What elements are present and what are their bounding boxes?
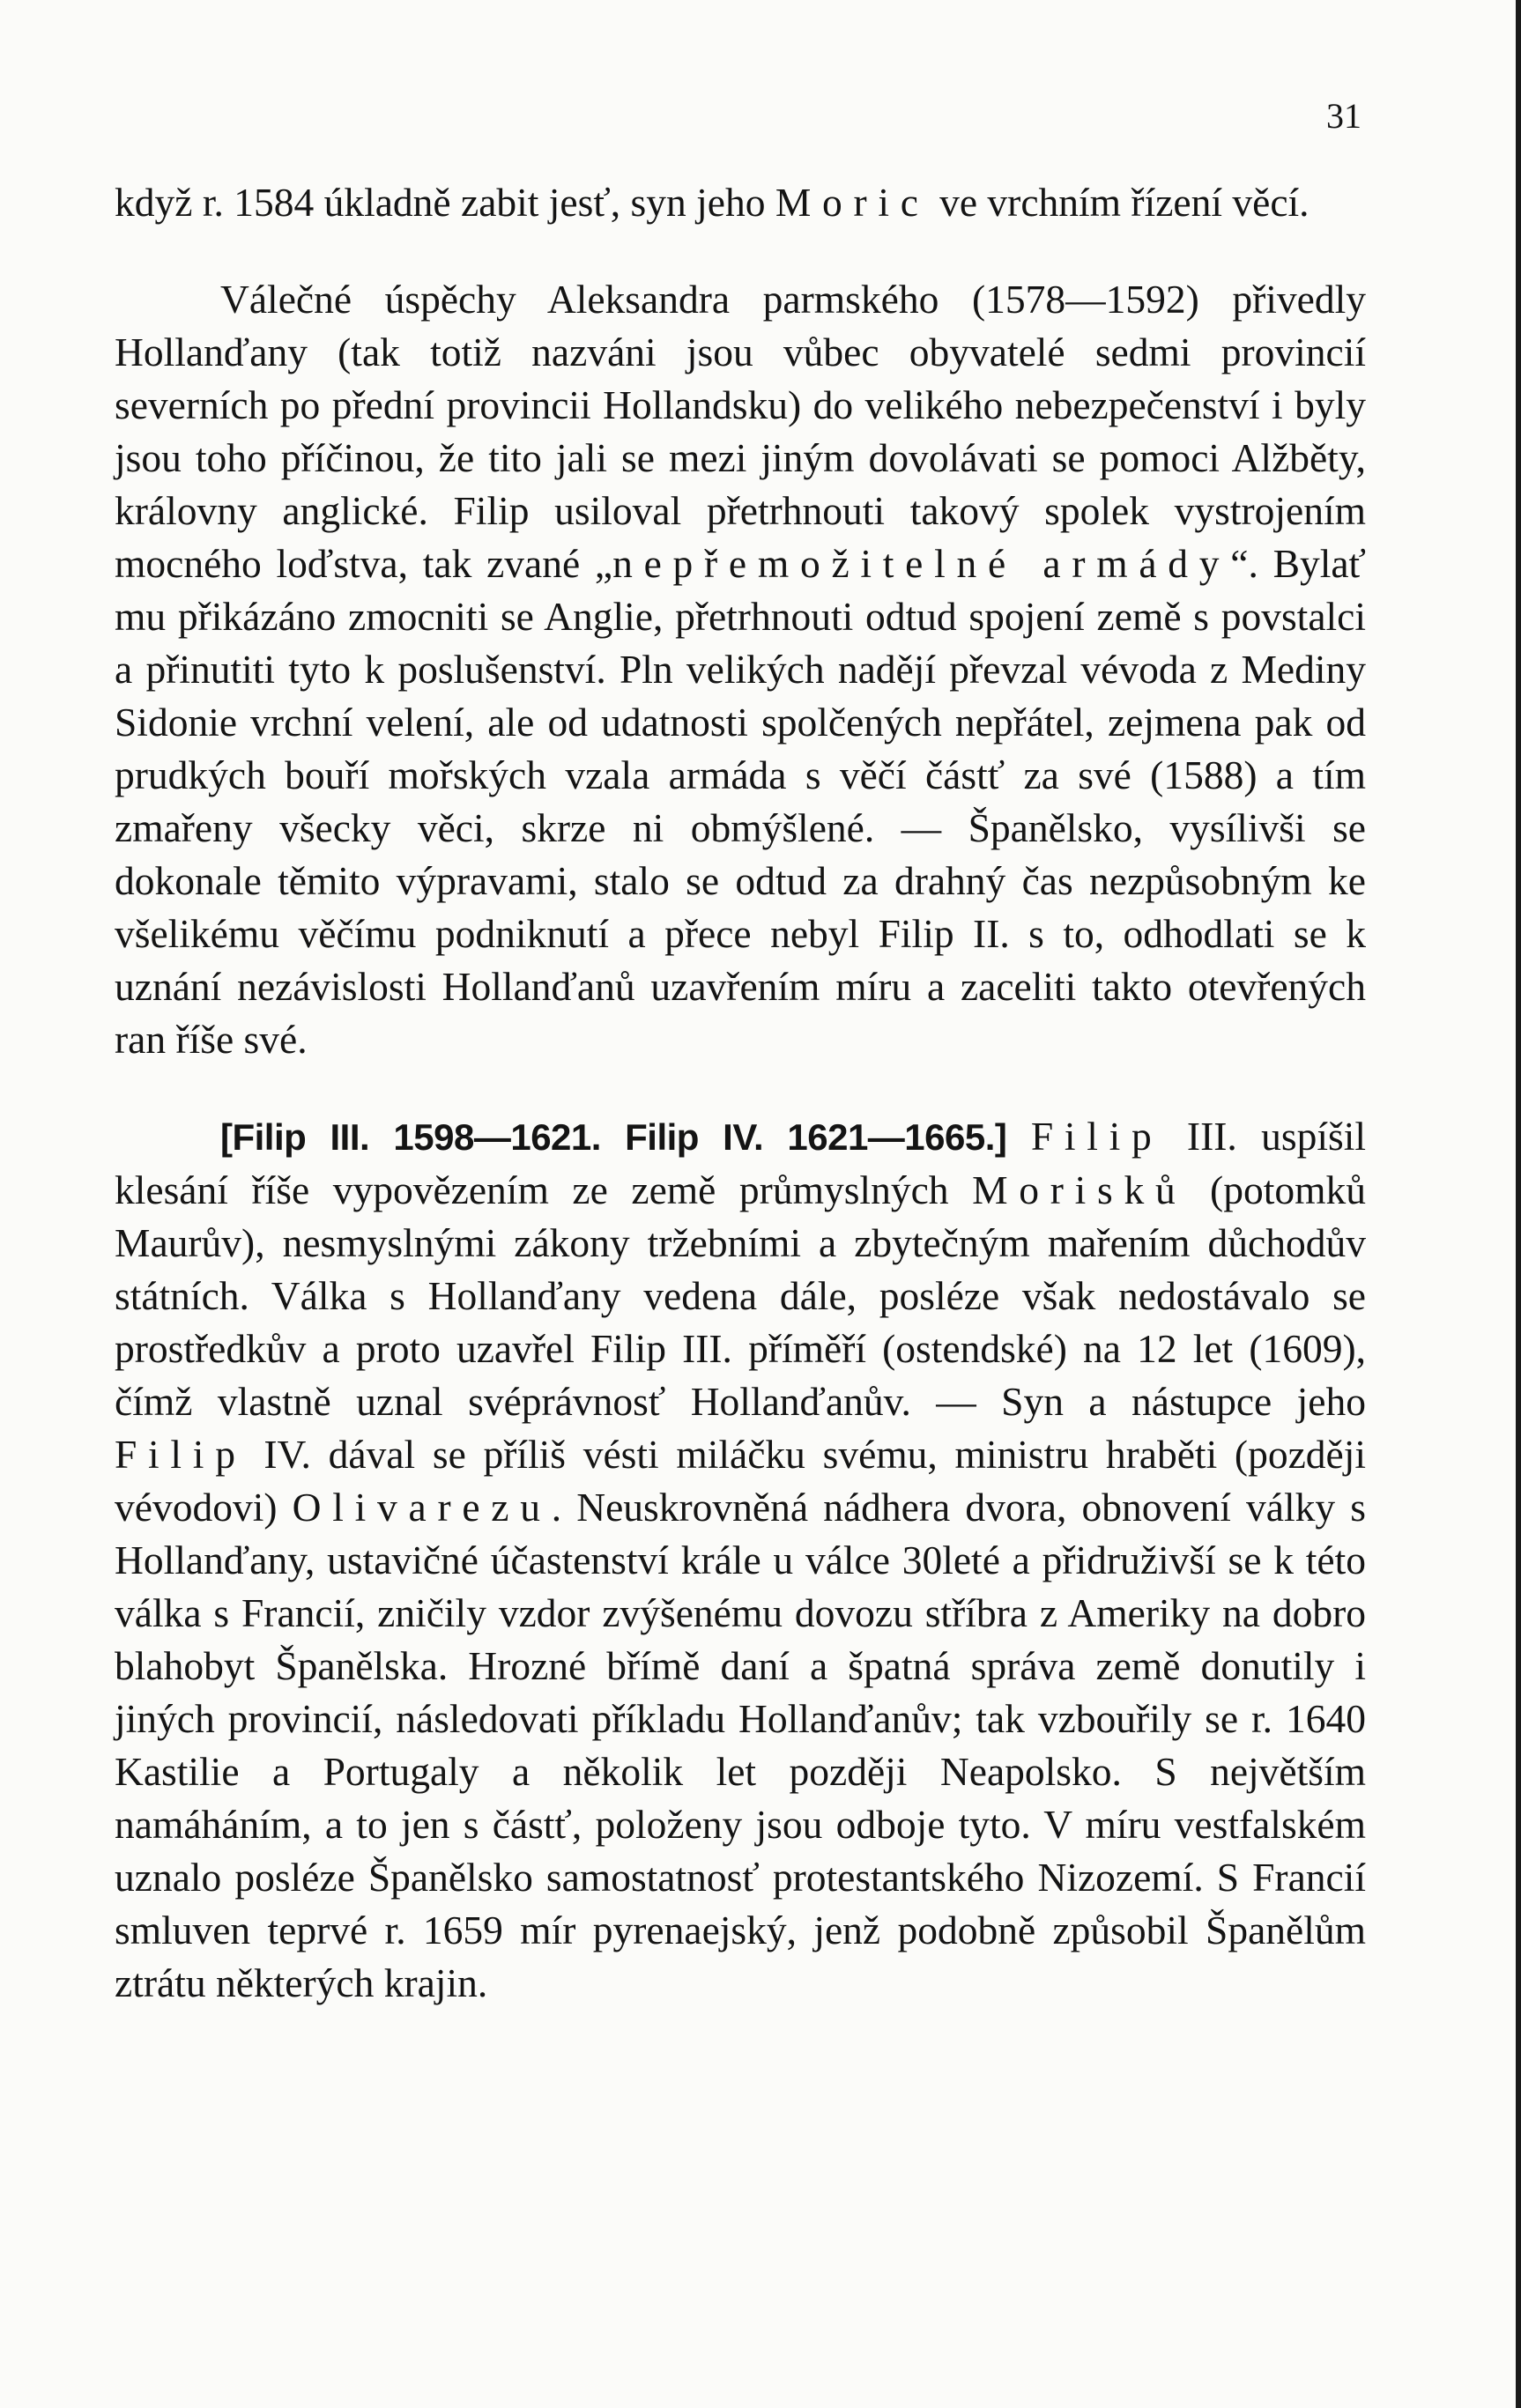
text-run: ve vrchním řízení věcí.: [929, 180, 1310, 225]
body-text: [115, 176, 1366, 2010]
text-run: IV. dával se příliš vésti miláčku svému, ministru hraběti (později vévodovi): [115, 1432, 1366, 1530]
page-number: 31: [1326, 96, 1361, 136]
spaced-name-filip: Filip: [1030, 1114, 1163, 1159]
section-sidehead: [Filip III. 1598—1621. Filip IV. 1621—1665.]: [220, 1116, 1007, 1158]
text-run: [1006, 1114, 1030, 1159]
text-run: když r. 1584 úkladně zabit jesť, syn jeho: [115, 180, 775, 225]
text-run: . Neuskrovněná nádhera dvora, obnovení války s Hollanďany, ustavičné účastenství krále u válce 30leté a přidruživší se k této válka s Francií, zničily vzdor zvýšenému dovozu stříbra z Ameriky na dobro blahobyt Španělska. Hrozné břímě daní a špatná správa země donutily i jiných provincií, následovati příkladu Hollanďanův; tak vzbouřily se r. 1640 Kastilie a Portugaly a několik let později Neapolsko. S největším namáháním, a to jen s částť, položeny jsou odboje tyto. V míru vestfalském uznalo posléze Španělsko samostatnosť protestantského Nizozemí. S Francií smluven teprvé r. 1659 mír pyrenaejský, jenž podobně způsobil Španělům ztrátu některých krajin.: [115, 1485, 1366, 2005]
paragraph-alexander-parma: [115, 273, 1366, 1066]
spaced-name-filip: Filip: [115, 1432, 247, 1477]
spaced-name-moric: Moric: [775, 180, 930, 225]
spaced-name-morisku: Morisků: [972, 1167, 1187, 1212]
spaced-name-olivarez: Olivarezu: [292, 1485, 552, 1530]
text-run: Válečné úspěchy Aleksandra parmského (1578—1592) přivedly Hollanďany (tak totiž nazváni jsou vůbec obyvatelé sedmi provincií severních po přední provincii Hollandsku) do velikého nebezpečenství i byly jsou toho příčinou, že tito jali se mezi jiným dovolávati se pomoci Alžběty, královny anglické. Filip usiloval přetrhnouti takový spolek vystrojením mocného loďstva, tak zvané „: [115, 277, 1366, 586]
paragraph-philip-iii-iv: [115, 1110, 1366, 2010]
text-run: III. uspíšil klesání říše vypovězením ze země průmyslných: [115, 1114, 1367, 1212]
paragraph-continuation: [115, 176, 1366, 229]
spaced-term-armada: nepřemožitelné armády: [612, 541, 1231, 586]
text-run: “. Bylať mu přikázáno zmocniti se Anglie, přetrhnouti odtud spojení země s povstalci a přinutiti tyto k poslušenství. Pln velikých nadějí převzal vévoda z Mediny Sidonie vrchní velení, ale od udatnosti spolčených nepřátel, zejmena pak od prudkých bouří mořských vzala armáda s věčí částť za své (1588) a tím zmařeny všecky věci, skrze ni obmýšlené. — Španělsko, vysílivši se dokonale těmito výpravami, stalo se odtud za drahný čas nezpůsobným ke všelikému věčímu podniknutí a přece nebyl Filip II. s to, odhodlati se k uznání nezávislosti Hollanďanů uzavřením míru a zaceliti takto otevřených ran říše své.: [115, 541, 1366, 1062]
text-run: (potomků Maurův), nesmyslnými zákony tržebními a zbytečným mařením důchodův státních. Válka s Hollanďany vedena dále, posléze však nedostávalo se prostředkův a proto uzavřel Filip III. příměří (ostendské) na 12 let (1609), čímž vlastně uznal svéprávnosť Hollanďanův. — Syn a nástupce jeho: [115, 1167, 1366, 1424]
